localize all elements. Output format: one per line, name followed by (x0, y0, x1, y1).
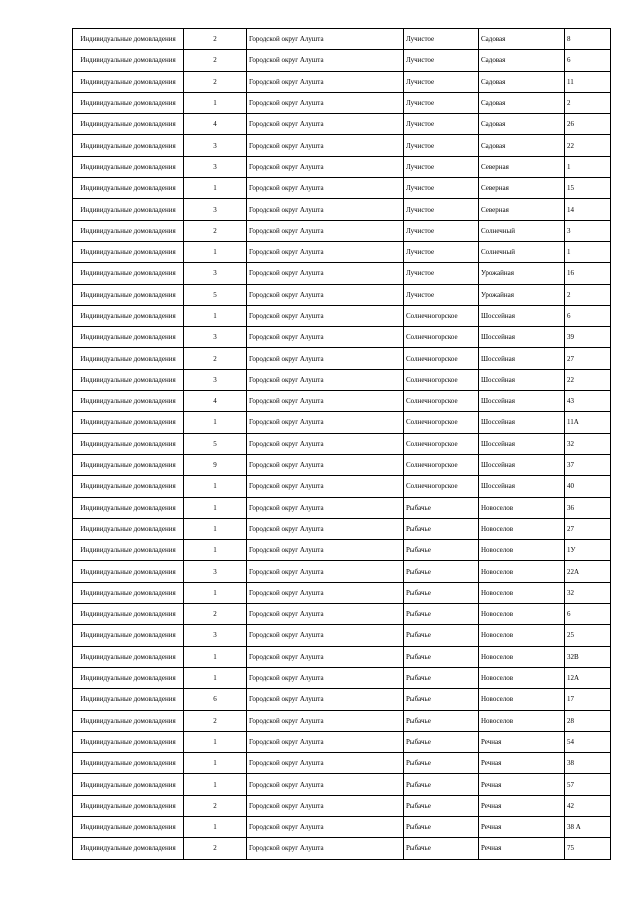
cell-house-number: 22 (565, 135, 611, 156)
cell-house-number: 40 (565, 476, 611, 497)
cell-district: Городской округ Алушта (247, 50, 404, 71)
cell-street: Новоселов (479, 689, 565, 710)
cell-house-number: 11А (565, 412, 611, 433)
cell-street: Шоссейная (479, 369, 565, 390)
cell-building-type: Индивидуальные домовладения (73, 327, 184, 348)
cell-district: Городской округ Алушта (247, 497, 404, 518)
cell-building-type: Индивидуальные домовладения (73, 241, 184, 262)
cell-street: Садовая (479, 135, 565, 156)
cell-house-number: 32В (565, 646, 611, 667)
table-row (73, 710, 611, 731)
cell-district: Городской округ Алушта (247, 476, 404, 497)
cell-district: Городской округ Алушта (247, 731, 404, 752)
cell-house-number: 6 (565, 50, 611, 71)
cell-street: Садовая (479, 71, 565, 92)
cell-locality: Рыбачье (404, 518, 479, 539)
cell-locality: Лучистое (404, 220, 479, 241)
table-row (73, 220, 611, 241)
table-row (73, 518, 611, 539)
cell-house-number: 26 (565, 114, 611, 135)
cell-street: Шоссейная (479, 305, 565, 326)
cell-house-number: 27 (565, 518, 611, 539)
cell-building-type: Индивидуальные домовладения (73, 625, 184, 646)
cell-house-number: 3 (565, 220, 611, 241)
cell-district: Городской округ Алушта (247, 369, 404, 390)
cell-count: 3 (184, 561, 247, 582)
cell-locality: Солнечногорское (404, 305, 479, 326)
cell-house-number: 22А (565, 561, 611, 582)
cell-district: Городской округ Алушта (247, 625, 404, 646)
cell-building-type: Индивидуальные домовладения (73, 497, 184, 518)
cell-count: 3 (184, 369, 247, 390)
cell-count: 6 (184, 689, 247, 710)
cell-count: 2 (184, 71, 247, 92)
cell-street: Солнечный (479, 241, 565, 262)
cell-street: Урожайная (479, 284, 565, 305)
cell-street: Садовая (479, 50, 565, 71)
cell-count: 4 (184, 391, 247, 412)
cell-count: 1 (184, 731, 247, 752)
cell-locality: Лучистое (404, 29, 479, 50)
cell-building-type: Индивидуальные домовладения (73, 50, 184, 71)
cell-house-number: 8 (565, 29, 611, 50)
cell-count: 3 (184, 263, 247, 284)
cell-street: Северная (479, 199, 565, 220)
cell-district: Городской округ Алушта (247, 604, 404, 625)
table-row (73, 92, 611, 113)
cell-count: 2 (184, 795, 247, 816)
cell-district: Городской округ Алушта (247, 327, 404, 348)
cell-locality: Рыбачье (404, 540, 479, 561)
cell-house-number: 28 (565, 710, 611, 731)
cell-district: Городской округ Алушта (247, 391, 404, 412)
cell-house-number: 17 (565, 689, 611, 710)
cell-district: Городской округ Алушта (247, 454, 404, 475)
cell-building-type: Индивидуальные домовладения (73, 710, 184, 731)
cell-count: 4 (184, 114, 247, 135)
table-row (73, 327, 611, 348)
cell-district: Городской округ Алушта (247, 29, 404, 50)
cell-locality: Лучистое (404, 156, 479, 177)
cell-street: Новоселов (479, 667, 565, 688)
cell-district: Городской округ Алушта (247, 540, 404, 561)
cell-district: Городской округ Алушта (247, 582, 404, 603)
cell-building-type: Индивидуальные домовладения (73, 454, 184, 475)
cell-house-number: 54 (565, 731, 611, 752)
cell-house-number: 12А (565, 667, 611, 688)
cell-locality: Лучистое (404, 284, 479, 305)
cell-building-type: Индивидуальные домовладения (73, 795, 184, 816)
cell-locality: Лучистое (404, 241, 479, 262)
cell-count: 1 (184, 476, 247, 497)
cell-building-type: Индивидуальные домовладения (73, 476, 184, 497)
cell-street: Речная (479, 795, 565, 816)
cell-building-type: Индивидуальные домовладения (73, 391, 184, 412)
cell-building-type: Индивидуальные домовладения (73, 92, 184, 113)
cell-street: Урожайная (479, 263, 565, 284)
cell-district: Городской округ Алушта (247, 284, 404, 305)
cell-locality: Рыбачье (404, 689, 479, 710)
cell-street: Садовая (479, 114, 565, 135)
cell-building-type: Индивидуальные домовладения (73, 305, 184, 326)
cell-count: 3 (184, 135, 247, 156)
cell-count: 9 (184, 454, 247, 475)
cell-district: Городской округ Алушта (247, 305, 404, 326)
cell-locality: Рыбачье (404, 604, 479, 625)
cell-street: Новоселов (479, 582, 565, 603)
cell-building-type: Индивидуальные домовладения (73, 646, 184, 667)
cell-house-number: 1 (565, 241, 611, 262)
cell-street: Новоселов (479, 604, 565, 625)
cell-district: Городской округ Алушта (247, 263, 404, 284)
cell-count: 2 (184, 220, 247, 241)
cell-building-type: Индивидуальные домовладения (73, 731, 184, 752)
cell-street: Шоссейная (479, 433, 565, 454)
table-row (73, 561, 611, 582)
table-row (73, 795, 611, 816)
cell-locality: Рыбачье (404, 561, 479, 582)
cell-locality: Рыбачье (404, 753, 479, 774)
table-row (73, 433, 611, 454)
cell-locality: Лучистое (404, 135, 479, 156)
cell-building-type: Индивидуальные домовладения (73, 156, 184, 177)
cell-count: 2 (184, 710, 247, 731)
cell-building-type: Индивидуальные домовладения (73, 348, 184, 369)
cell-district: Городской округ Алушта (247, 178, 404, 199)
table-row (73, 454, 611, 475)
cell-locality: Рыбачье (404, 710, 479, 731)
cell-count: 1 (184, 753, 247, 774)
cell-street: Речная (479, 816, 565, 837)
cell-building-type: Индивидуальные домовладения (73, 433, 184, 454)
cell-district: Городской округ Алушта (247, 838, 404, 859)
cell-locality: Солнечногорское (404, 454, 479, 475)
cell-locality: Лучистое (404, 50, 479, 71)
cell-locality: Солнечногорское (404, 369, 479, 390)
cell-street: Садовая (479, 29, 565, 50)
cell-building-type: Индивидуальные домовладения (73, 518, 184, 539)
cell-locality: Рыбачье (404, 731, 479, 752)
cell-building-type: Индивидуальные домовладения (73, 284, 184, 305)
cell-district: Городской округ Алушта (247, 92, 404, 113)
cell-building-type: Индивидуальные домовладения (73, 604, 184, 625)
cell-street: Шоссейная (479, 454, 565, 475)
cell-building-type: Индивидуальные домовладения (73, 816, 184, 837)
cell-street: Новоселов (479, 561, 565, 582)
table-row (73, 667, 611, 688)
cell-district: Городской округ Алушта (247, 667, 404, 688)
cell-locality: Солнечногорское (404, 433, 479, 454)
cell-count: 2 (184, 50, 247, 71)
cell-building-type: Индивидуальные домовладения (73, 667, 184, 688)
cell-street: Садовая (479, 92, 565, 113)
cell-locality: Рыбачье (404, 582, 479, 603)
cell-house-number: 43 (565, 391, 611, 412)
cell-house-number: 32 (565, 582, 611, 603)
cell-building-type: Индивидуальные домовладения (73, 29, 184, 50)
table-row (73, 29, 611, 50)
table-row (73, 753, 611, 774)
cell-count: 5 (184, 284, 247, 305)
cell-count: 1 (184, 305, 247, 326)
cell-house-number: 42 (565, 795, 611, 816)
cell-street: Речная (479, 774, 565, 795)
cell-building-type: Индивидуальные домовладения (73, 178, 184, 199)
cell-locality: Рыбачье (404, 838, 479, 859)
cell-count: 1 (184, 774, 247, 795)
cell-count: 1 (184, 412, 247, 433)
cell-district: Городской округ Алушта (247, 241, 404, 262)
table-row (73, 263, 611, 284)
cell-count: 2 (184, 838, 247, 859)
cell-building-type: Индивидуальные домовладения (73, 369, 184, 390)
cell-count: 2 (184, 604, 247, 625)
cell-building-type: Индивидуальные домовладения (73, 220, 184, 241)
cell-count: 2 (184, 29, 247, 50)
cell-building-type: Индивидуальные домовладения (73, 689, 184, 710)
table-row (73, 50, 611, 71)
table-row (73, 135, 611, 156)
cell-street: Северная (479, 156, 565, 177)
cell-district: Городской округ Алушта (247, 561, 404, 582)
table-row (73, 582, 611, 603)
cell-district: Городской округ Алушта (247, 199, 404, 220)
cell-building-type: Индивидуальные домовладения (73, 199, 184, 220)
cell-house-number: 38 (565, 753, 611, 774)
table-row (73, 774, 611, 795)
cell-count: 1 (184, 646, 247, 667)
cell-street: Речная (479, 753, 565, 774)
cell-street: Новоселов (479, 646, 565, 667)
cell-street: Речная (479, 731, 565, 752)
cell-house-number: 6 (565, 305, 611, 326)
table-row (73, 689, 611, 710)
cell-locality: Лучистое (404, 199, 479, 220)
cell-house-number: 1 (565, 156, 611, 177)
cell-building-type: Индивидуальные домовладения (73, 114, 184, 135)
housing-table (72, 28, 611, 860)
cell-district: Городской округ Алушта (247, 518, 404, 539)
table-row (73, 241, 611, 262)
cell-district: Городской округ Алушта (247, 689, 404, 710)
cell-house-number: 38 А (565, 816, 611, 837)
cell-district: Городской округ Алушта (247, 220, 404, 241)
cell-building-type: Индивидуальные домовладения (73, 412, 184, 433)
cell-building-type: Индивидуальные домовладения (73, 838, 184, 859)
cell-street: Новоселов (479, 625, 565, 646)
cell-house-number: 75 (565, 838, 611, 859)
cell-street: Новоселов (479, 540, 565, 561)
cell-building-type: Индивидуальные домовладения (73, 540, 184, 561)
cell-district: Городской округ Алушта (247, 412, 404, 433)
cell-street: Новоселов (479, 518, 565, 539)
cell-house-number: 2 (565, 92, 611, 113)
cell-district: Городской округ Алушта (247, 816, 404, 837)
table-row (73, 305, 611, 326)
table-row (73, 476, 611, 497)
table-row (73, 156, 611, 177)
cell-street: Северная (479, 178, 565, 199)
table-row (73, 604, 611, 625)
cell-count: 3 (184, 625, 247, 646)
cell-house-number: 57 (565, 774, 611, 795)
cell-count: 1 (184, 667, 247, 688)
table-row (73, 731, 611, 752)
table-row (73, 178, 611, 199)
cell-locality: Рыбачье (404, 497, 479, 518)
cell-locality: Лучистое (404, 114, 479, 135)
cell-house-number: 36 (565, 497, 611, 518)
table-row (73, 646, 611, 667)
cell-house-number: 15 (565, 178, 611, 199)
table-row (73, 540, 611, 561)
table-row (73, 391, 611, 412)
cell-house-number: 14 (565, 199, 611, 220)
table-row (73, 369, 611, 390)
cell-district: Городской округ Алушта (247, 114, 404, 135)
table-row (73, 816, 611, 837)
cell-building-type: Индивидуальные домовладения (73, 135, 184, 156)
cell-locality: Рыбачье (404, 774, 479, 795)
cell-count: 1 (184, 178, 247, 199)
cell-locality: Лучистое (404, 178, 479, 199)
cell-house-number: 32 (565, 433, 611, 454)
cell-count: 5 (184, 433, 247, 454)
cell-house-number: 6 (565, 604, 611, 625)
cell-locality: Рыбачье (404, 625, 479, 646)
cell-count: 3 (184, 156, 247, 177)
table-row (73, 497, 611, 518)
cell-house-number: 1У (565, 540, 611, 561)
cell-district: Городской округ Алушта (247, 156, 404, 177)
table-row (73, 625, 611, 646)
cell-count: 1 (184, 497, 247, 518)
cell-street: Шоссейная (479, 476, 565, 497)
cell-street: Речная (479, 838, 565, 859)
cell-house-number: 39 (565, 327, 611, 348)
cell-street: Солнечный (479, 220, 565, 241)
cell-street: Новоселов (479, 710, 565, 731)
cell-locality: Солнечногорское (404, 391, 479, 412)
cell-building-type: Индивидуальные домовладения (73, 774, 184, 795)
cell-count: 1 (184, 582, 247, 603)
table-body (73, 29, 611, 860)
cell-district: Городской округ Алушта (247, 71, 404, 92)
cell-house-number: 37 (565, 454, 611, 475)
cell-house-number: 2 (565, 284, 611, 305)
cell-building-type: Индивидуальные домовладения (73, 71, 184, 92)
cell-locality: Рыбачье (404, 816, 479, 837)
cell-house-number: 27 (565, 348, 611, 369)
table-row (73, 71, 611, 92)
cell-district: Городской округ Алушта (247, 753, 404, 774)
cell-locality: Солнечногорское (404, 327, 479, 348)
cell-district: Городской округ Алушта (247, 135, 404, 156)
cell-locality: Солнечногорское (404, 412, 479, 433)
cell-district: Городской округ Алушта (247, 348, 404, 369)
cell-street: Шоссейная (479, 391, 565, 412)
table-row (73, 348, 611, 369)
cell-district: Городской округ Алушта (247, 646, 404, 667)
cell-locality: Лучистое (404, 263, 479, 284)
cell-street: Шоссейная (479, 412, 565, 433)
cell-house-number: 25 (565, 625, 611, 646)
cell-count: 1 (184, 816, 247, 837)
cell-street: Новоселов (479, 497, 565, 518)
cell-district: Городской округ Алушта (247, 433, 404, 454)
cell-district: Городской округ Алушта (247, 710, 404, 731)
cell-building-type: Индивидуальные домовладения (73, 263, 184, 284)
cell-district: Городской округ Алушта (247, 774, 404, 795)
cell-locality: Рыбачье (404, 667, 479, 688)
cell-locality: Рыбачье (404, 795, 479, 816)
cell-count: 3 (184, 199, 247, 220)
cell-locality: Рыбачье (404, 646, 479, 667)
cell-count: 1 (184, 92, 247, 113)
cell-house-number: 11 (565, 71, 611, 92)
cell-district: Городской округ Алушта (247, 795, 404, 816)
cell-locality: Лучистое (404, 92, 479, 113)
cell-locality: Солнечногорское (404, 348, 479, 369)
cell-locality: Лучистое (404, 71, 479, 92)
table-row (73, 412, 611, 433)
cell-building-type: Индивидуальные домовладения (73, 753, 184, 774)
cell-street: Шоссейная (479, 348, 565, 369)
table-row (73, 284, 611, 305)
cell-building-type: Индивидуальные домовладения (73, 582, 184, 603)
table-row (73, 199, 611, 220)
cell-building-type: Индивидуальные домовладения (73, 561, 184, 582)
cell-street: Шоссейная (479, 327, 565, 348)
cell-count: 1 (184, 540, 247, 561)
cell-house-number: 16 (565, 263, 611, 284)
cell-house-number: 22 (565, 369, 611, 390)
cell-count: 1 (184, 518, 247, 539)
cell-count: 1 (184, 241, 247, 262)
cell-locality: Солнечногорское (404, 476, 479, 497)
table-row (73, 114, 611, 135)
table-row (73, 838, 611, 859)
cell-count: 3 (184, 327, 247, 348)
cell-count: 2 (184, 348, 247, 369)
